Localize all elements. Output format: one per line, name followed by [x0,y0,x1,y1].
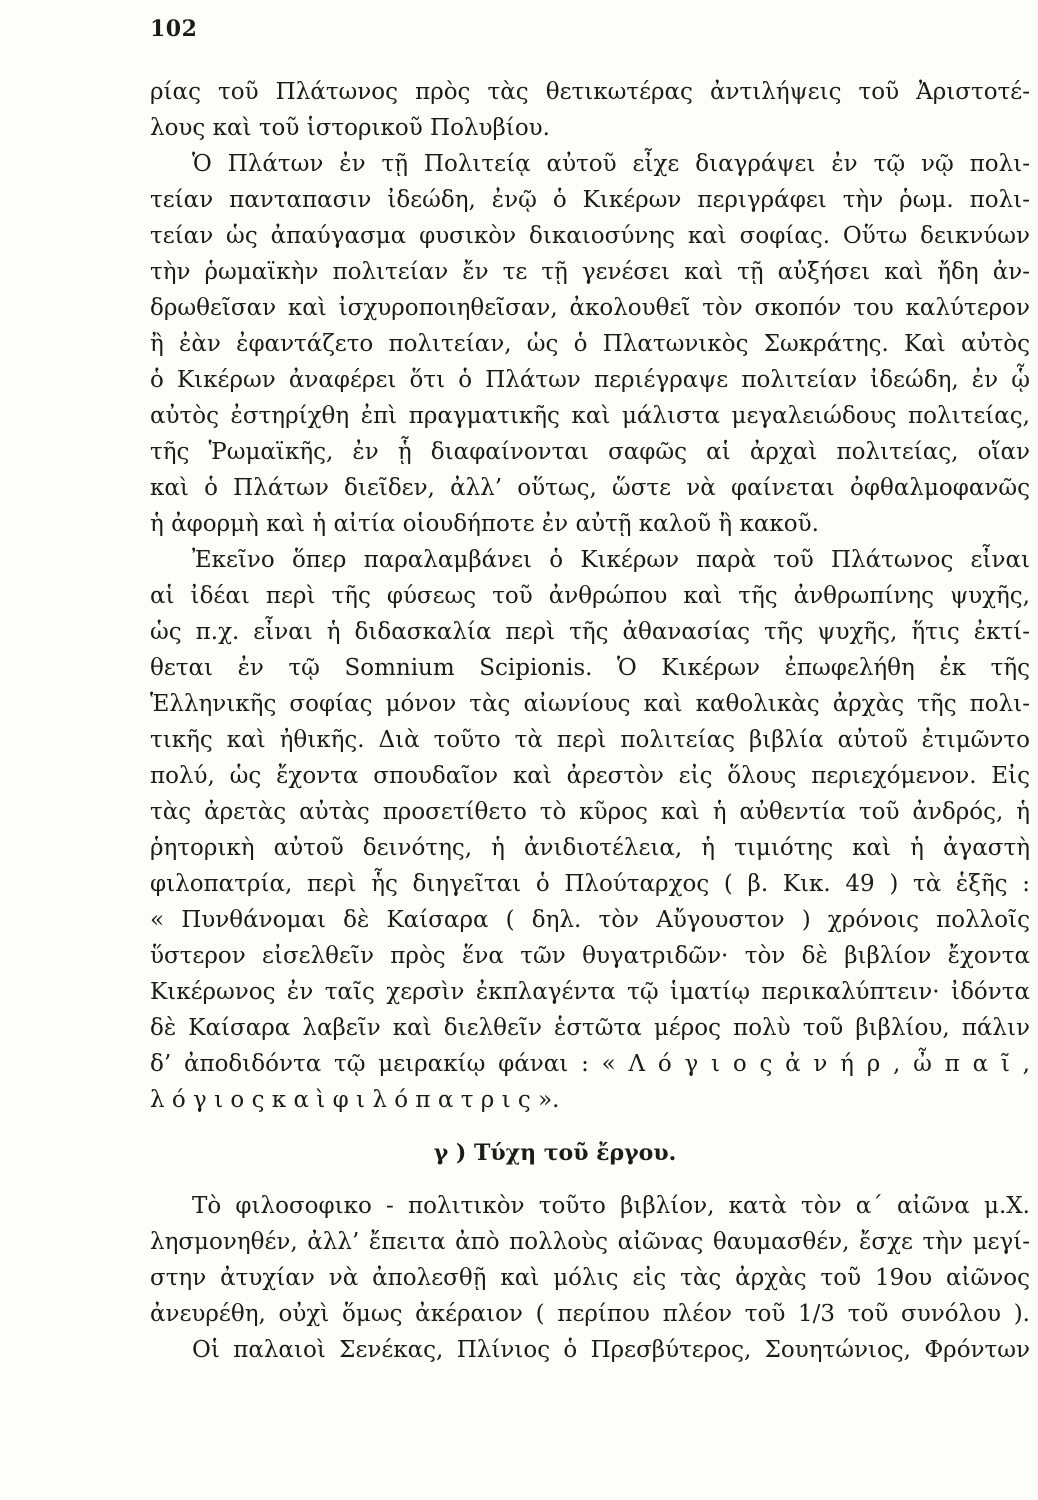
text-line: « Πυνθάνομαι δὲ Καίσαρα ( δηλ. τὸν Αὔγουστον ) χρόνοις πολλοῖς [150,907,1030,933]
text-line: δ’ ἀποδιδόντα τῷ μειρακίῳ φάναι : « Λ ό γ ι ο ς ἀ ν ή ρ , ὦ π α ῖ , [150,1051,1030,1077]
text-line: Κικέρωνος ἐν ταῖς χερσὶν ἐκπλαγέντα τῷ ἱματίῳ περικαλύπτειν· ἰδόντα [150,979,1030,1005]
section-heading: γ ) Τύχη τοῦ ἔργου. [433,1140,677,1166]
text-line: ὕστερον εἰσελθεῖν πρὸς ἕνα τῶν θυγατριδῶν· τὸν δὲ βιβλίον ἔχοντα [150,943,1030,969]
text-line: λησμονηθέν, ἀλλ’ ἔπειτα ἀπὸ πολλοὺς αἰῶνας θαυμασθέν, ἔσχε τὴν μεγί- [150,1229,1030,1255]
text-line: δρωθεῖσαν καὶ ἰσχυροποιηθεῖσαν, ἀκολουθεῖ τὸν σκοπόν του καλύτερον [150,295,1030,321]
text-line: Τὸ φιλοσοφικο - πολιτικὸν τοῦτο βιβλίον, κατὰ τὸν α΄ αἰῶνα μ.Χ. [192,1193,1030,1219]
page-number: 102 [150,16,198,42]
text-line: τείαν ὡς ἀπαύγασμα φυσικὸν δικαιοσύνης καὶ σοφίας. Οὕτω δεικνύων [150,223,1030,249]
text-line: Ἐκεῖνο ὅπερ παραλαμβάνει ὁ Κικέρων παρὰ τοῦ Πλάτωνος εἶναι [192,547,1030,573]
text-line: τικῆς καὶ ἠθικῆς. Διὰ τοῦτο τὰ περὶ πολιτείας βιβλία αὐτοῦ ἐτιμῶντο [150,727,1030,753]
text-line: πολύ, ὡς ἔχοντα σπουδαῖον καὶ ἀρεστὸν εἰς ὅλους περιεχόμενον. Εἰς [150,763,1030,789]
text-line: ῥητορικὴ αὐτοῦ δεινότης, ἡ ἀνιδιοτέλεια, ἡ τιμιότης καὶ ἡ ἀγαστὴ [150,835,1030,861]
text-line: ἡ ἀφορμὴ καὶ ἡ αἰτία οἱουδήποτε ἐν αὐτῇ καλοῦ ἢ κακοῦ. [150,511,819,537]
body-text [150,74,1030,1368]
text-line: ὁ Κικέρων ἀναφέρει ὅτι ὁ Πλάτων περιέγραψε πολιτείαν ἰδεώδη, ἐν ᾧ [150,367,1030,393]
text-line: θεται ἐν τῷ Somnium Scipionis. Ὁ Κικέρων ἐπωφελήθη ἐκ τῆς [150,655,1030,681]
text-line: τὴν ῥωμαϊκὴν πολιτείαν ἔν τε τῇ γενέσει καὶ τῇ αὐξήσει καὶ ἤδη ἀν- [150,259,1030,285]
section-gap [150,1118,1030,1134]
text-line: φιλοπατρία, περὶ ἧς διηγεῖται ὁ Πλούταρχος ( β. Κικ. 49 ) τὰ ἑξῆς : [150,871,1030,897]
text-line: τείαν πανταπασιν ἰδεώδη, ἐνῷ ὁ Κικέρων περιγράφει τὴν ῥωμ. πολι- [150,187,1030,213]
text-line: αἱ ἰδέαι περὶ τῆς φύσεως τοῦ ἀνθρώπου καὶ τῆς ἀνθρωπίνης ψυχῆς, [150,583,1030,609]
text-line: αὐτὸς ἐστηρίχθη ἐπὶ πραγματικῆς καὶ μάλιστα μεγαλειώδους πολιτείας, [150,403,1030,429]
text-line: στην ἀτυχίαν νὰ ἀπολεσθῇ καὶ μόλις εἰς τὰς ἀρχὰς τοῦ 19ου αἰῶνος [150,1265,1030,1291]
text-line: ἢ ἐὰν ἐφαντάζετο πολιτείαν, ὡς ὁ Πλατωνικὸς Σωκράτης. Καὶ αὐτὸς [150,331,1030,357]
text-line: λ ό γ ι ο ς κ α ὶ φ ι λ ό π α τ ρ ι ς ». [150,1087,560,1113]
text-line: ρίας τοῦ Πλάτωνος πρὸς τὰς θετικωτέρας ἀντιλήψεις τοῦ Ἀριστοτέ- [150,79,1030,105]
text-line: καὶ ὁ Πλάτων διεῖδεν, ἀλλ’ οὕτως, ὥστε νὰ φαίνεται ὀφθαλμοφανῶς [150,475,1030,501]
text-line: ὡς π.χ. εἶναι ἡ διδασκαλία περὶ τῆς ἀθανασίας τῆς ψυχῆς, ἥτις ἐκτί- [150,619,1030,645]
text-line: λους καὶ τοῦ ἱστορικοῦ Πολυβίου. [150,115,550,141]
text-line: Ὁ Πλάτων ἐν τῇ Πολιτείᾳ αὐτοῦ εἶχε διαγράψει ἐν τῷ νῷ πολι- [192,151,1030,177]
text-line: Οἱ παλαιοὶ Σενέκας, Πλίνιος ὁ Πρεσβύτερος, Σουητώνιος, Φρόντων [192,1337,1030,1363]
text-line: δὲ Καίσαρα λαβεῖν καὶ διελθεῖν ἑστῶτα μέρος πολὺ τοῦ βιβλίου, πάλιν [150,1015,1030,1041]
text-line: Ἑλληνικῆς σοφίας μόνον τὰς αἰωνίους καὶ καθολικὰς ἀρχὰς τῆς πολι- [150,691,1030,717]
section-gap [150,1172,1030,1188]
text-line: τῆς Ῥωμαϊκῆς, ἐν ᾗ διαφαίνονται σαφῶς αἱ ἀρχαὶ πολιτείας, οἵαν [150,439,1030,465]
text-line: τὰς ἀρετὰς αὐτὰς προσετίθετο τὸ κῦρος καὶ ἡ αὐθεντία τοῦ ἀνδρός, ἡ [150,799,1030,825]
text-line: ἀνευρέθη, οὐχὶ ὅμως ἀκέραιον ( περίπου πλέον τοῦ 1/3 τοῦ συνόλου ). [150,1301,1030,1327]
